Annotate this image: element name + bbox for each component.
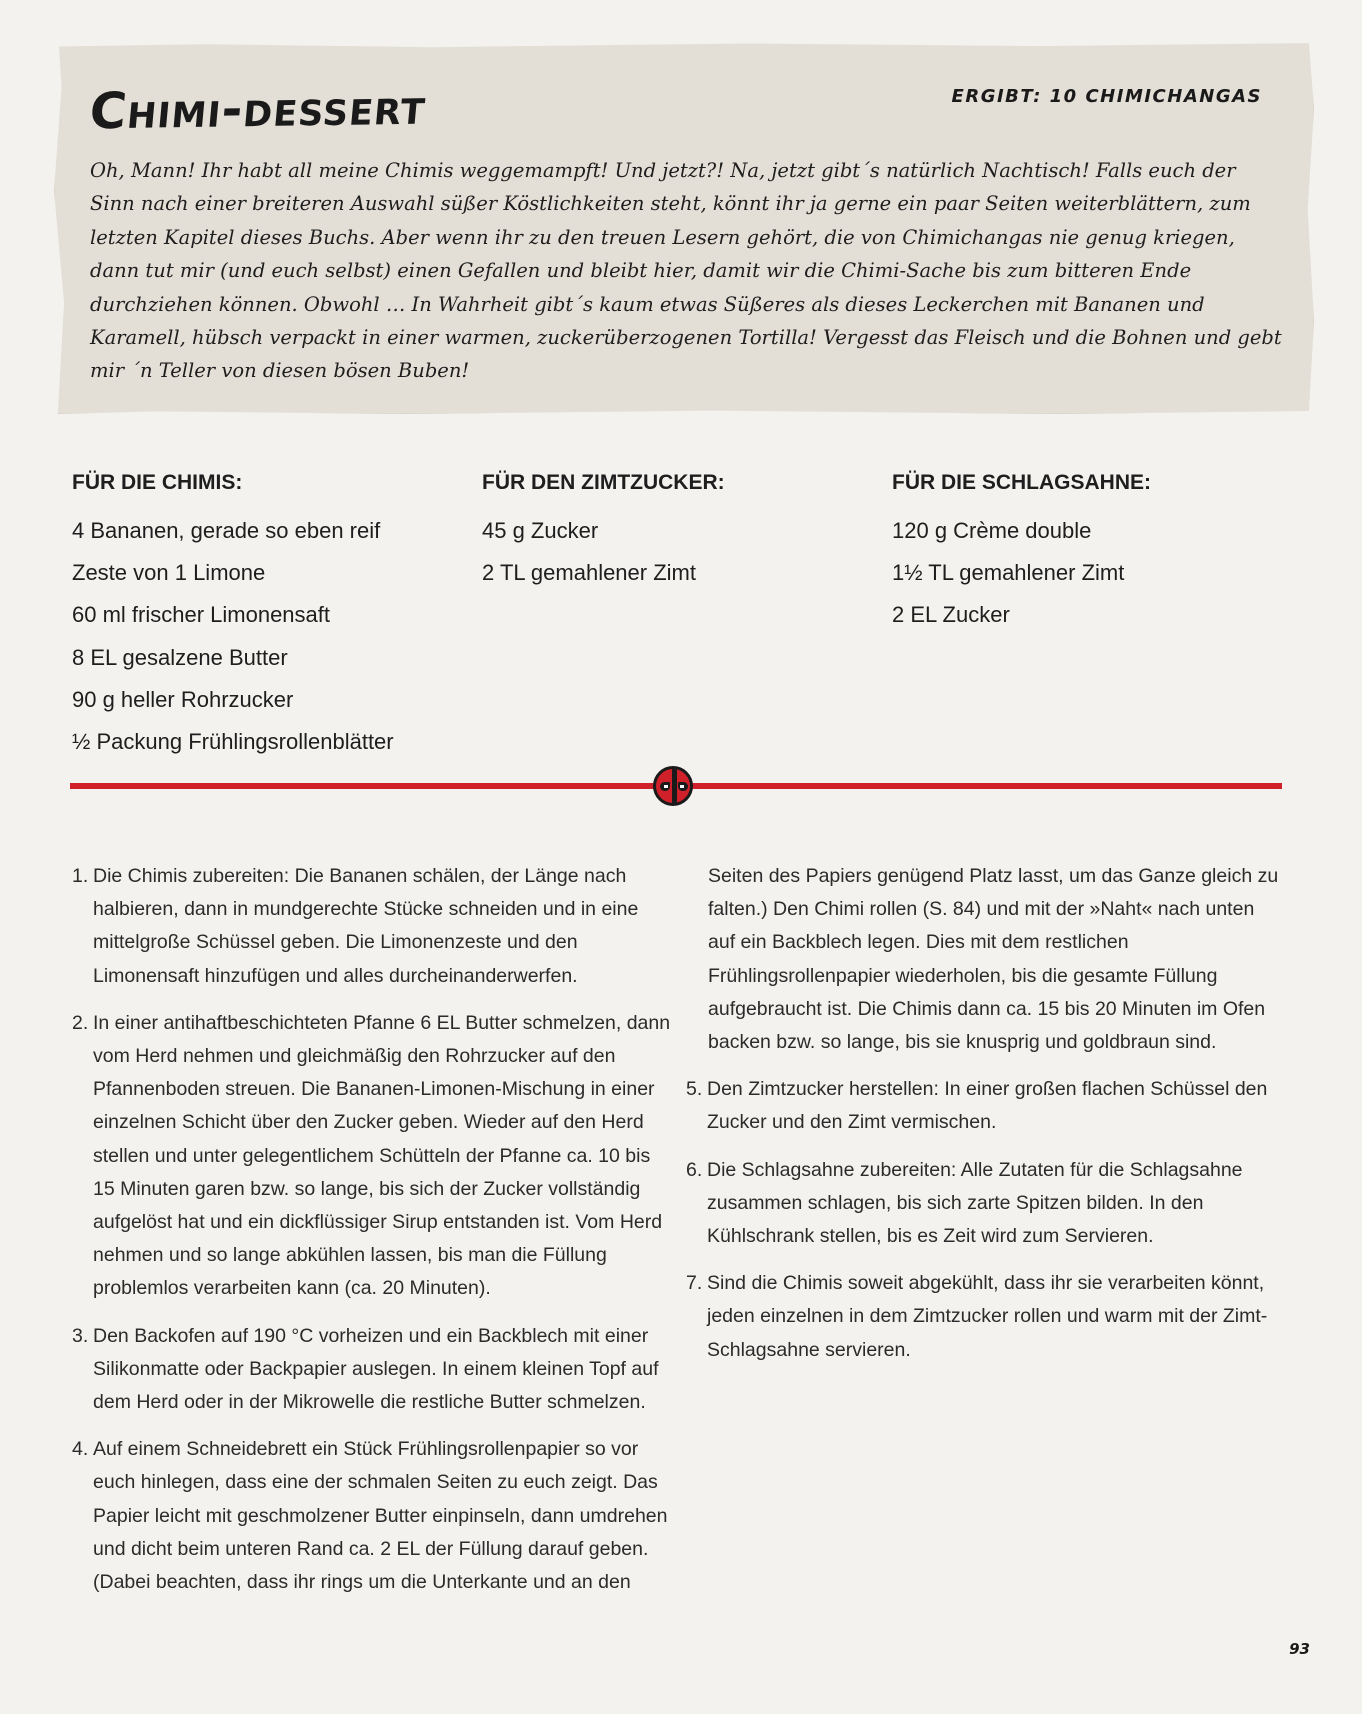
step-number: 7. [686, 1272, 703, 1295]
steps-column-right [686, 860, 1286, 1381]
step-5 [686, 1073, 1286, 1139]
step-4 [72, 1433, 672, 1599]
ingredient-item: 1½ TL gemahlener Zimt [892, 560, 1125, 586]
ingredient-list [72, 510, 472, 763]
ingredient-item: ½ Packung Frühlingsrollenblätter [72, 729, 394, 755]
step-number: 5. [686, 1078, 703, 1101]
ingredient-list [482, 510, 882, 594]
ingredients-zimtzucker [482, 470, 882, 594]
step-6 [686, 1154, 1286, 1254]
step-text: Die Chimis zubereiten: Die Bananen schälen, der Länge nach halbieren, dann in mundgerechte Stücke schneiden und in eine mittelgroße Schüssel geben. Die Limonenzeste und den Limonensaft hinzufügen und alles durcheinanderwerfen. [93, 865, 639, 987]
step-number: 1. [72, 865, 89, 887]
ingredient-item: 45 g Zucker [482, 518, 599, 543]
ingredient-item: 2 EL Zucker [892, 602, 1010, 628]
ingredient-item: 8 EL gesalzene Butter [72, 644, 288, 670]
step-text: Sind die Chimis soweit abgekühlt, dass ihr sie verarbeiten könnt, jeden einzelnen in dem Zimtzucker rollen und warm mit der Zimt-Schlagsahne servieren. [707, 1272, 1268, 1361]
step-3 [72, 1320, 672, 1420]
ingredients-heading: FÜR DIE CHIMIS: [72, 471, 243, 494]
ingredient-item: 90 g heller Rohrzucker [72, 686, 294, 712]
step-number: 2. [72, 1011, 89, 1034]
ingredient-item: 4 Bananen, gerade so eben reif [72, 518, 381, 543]
ingredient-item: 2 TL gemahlener Zimt [482, 560, 696, 586]
ingredients-schlagsahne [892, 470, 1292, 637]
steps-column-left [72, 860, 672, 1613]
intro-text: Oh, Mann! Ihr habt all meine Chimis weggemampft! Und jetzt?! Na, jetzt gibt´s natürlich Nachtisch! Falls euch der Sinn nach einer breiteren Auswahl süßer Köstlichkeiten steht, könnt ihr ja gerne ein paar Seiten weiterblättern, zum letzten Kapitel dieses Buchs. Aber wenn ihr zu den treuen Lesern gehört, die von Chimichangas nie genug kriegen, dann tut mir (und euch selbst) einen Gefallen und bleibt hier, damit wir die Chimi-Sache bis zum bitteren Ende durchziehen können. Obwohl … In Wahrheit gibt´s kaum etwas Süßeres als dieses Leckerchen mit Bananen und Karamell, hübsch verpackt in einer warmen, zuckerüberzogenen Tortilla! Vergesst das Fleisch und die Bohnen und gebt mir ´n Teller von diesen bösen Buben! [90, 159, 1282, 383]
recipe-yield: ERGIBT: 10 CHIMICHANGAS [951, 86, 1262, 107]
ingredient-item: 60 ml frischer Limonensaft [72, 602, 330, 628]
deadpool-emblem-icon [653, 766, 693, 806]
step-text: Auf einem Schneidebrett ein Stück Frühlingsrollenpapier so vor euch hinlegen, dass eine der schmalen Seiten zu euch zeigt. Das Papier leicht mit geschmolzener Butter einpinseln, dann umdrehen und dicht beim unteren Rand ca. 2 EL der Füllung darauf geben. (Dabei beachten, dass ihr rings um die Unterkante und an den [93, 1438, 668, 1594]
ingredient-item: 120 g Crème double [892, 518, 1092, 543]
step-text: Die Schlagsahne zubereiten: Alle Zutaten für die Schlagsahne zusammen schlagen, bis sich zarte Spitzen bilden. In den Kühlschrank stellen, bis es Zeit wird zum Servieren. [707, 1158, 1243, 1248]
step-text: In einer antihaftbeschichteten Pfanne 6 EL Butter schmelzen, dann vom Herd nehmen und gleichmäßig den Rohrzucker auf den Pfannenboden streuen. Die Bananen-Limonen-Mischung in einer einzelnen Schicht über den Zucker geben. Wieder auf den Herd stellen und unter gelegentlichem Schütteln der Pfanne ca. 10 bis 15 Minuten garen bzw. so lange, bis sich der Zucker vollständig aufgelöst hat und ein dickflüssiger Sirup entstanden ist. Vom Herd nehmen und so lange abkühlen lassen, bis man die Füllung problemlos verarbeiten kann (ca. 20 Minuten). [93, 1011, 671, 1300]
ingredients-section [72, 470, 1302, 760]
ingredients-chimis [72, 470, 472, 763]
step-4-continued [686, 860, 1286, 1059]
recipe-title: Chimi-dessert [87, 77, 429, 141]
step-1 [72, 860, 672, 993]
step-number: 3. [72, 1324, 89, 1347]
step-text: Seiten des Papiers genügend Platz lasst, um das Ganze gleich zu falten.) Den Chimi rollen (S. 84) und mit der »Naht« nach unten auf ein Backblech legen. Dies mit dem restlichen Frühlingsrollenpapier wiederholen, bis die gesamte Füllung aufgebraucht ist. Die Chimis dann ca. 15 bis 20 Minuten im Ofen backen bzw. so lange, bis sie knusprig und goldbraun sind. [708, 865, 1279, 1054]
step-7 [686, 1267, 1286, 1367]
step-text: Den Backofen auf 190 °C vorheizen und ein Backblech mit einer Silikonmatte oder Backpapier auslegen. In einem kleinen Topf auf dem Herd oder in der Mikrowelle die restliche Butter schmelzen. [93, 1324, 659, 1414]
ingredient-item: Zeste von 1 Limone [72, 560, 266, 586]
ingredient-list [892, 510, 1292, 637]
ingredients-heading: FÜR DEN ZIMTZUCKER: [482, 471, 725, 494]
ingredients-heading: FÜR DIE SCHLAGSAHNE: [892, 471, 1152, 494]
step-2 [72, 1007, 672, 1306]
step-number: 4. [72, 1438, 89, 1461]
step-number: 6. [686, 1158, 703, 1181]
step-text: Den Zimtzucker herstellen: In einer großen flachen Schüssel den Zucker und den Zimt vermischen. [707, 1078, 1268, 1134]
page-number: 93 [1289, 1640, 1310, 1658]
